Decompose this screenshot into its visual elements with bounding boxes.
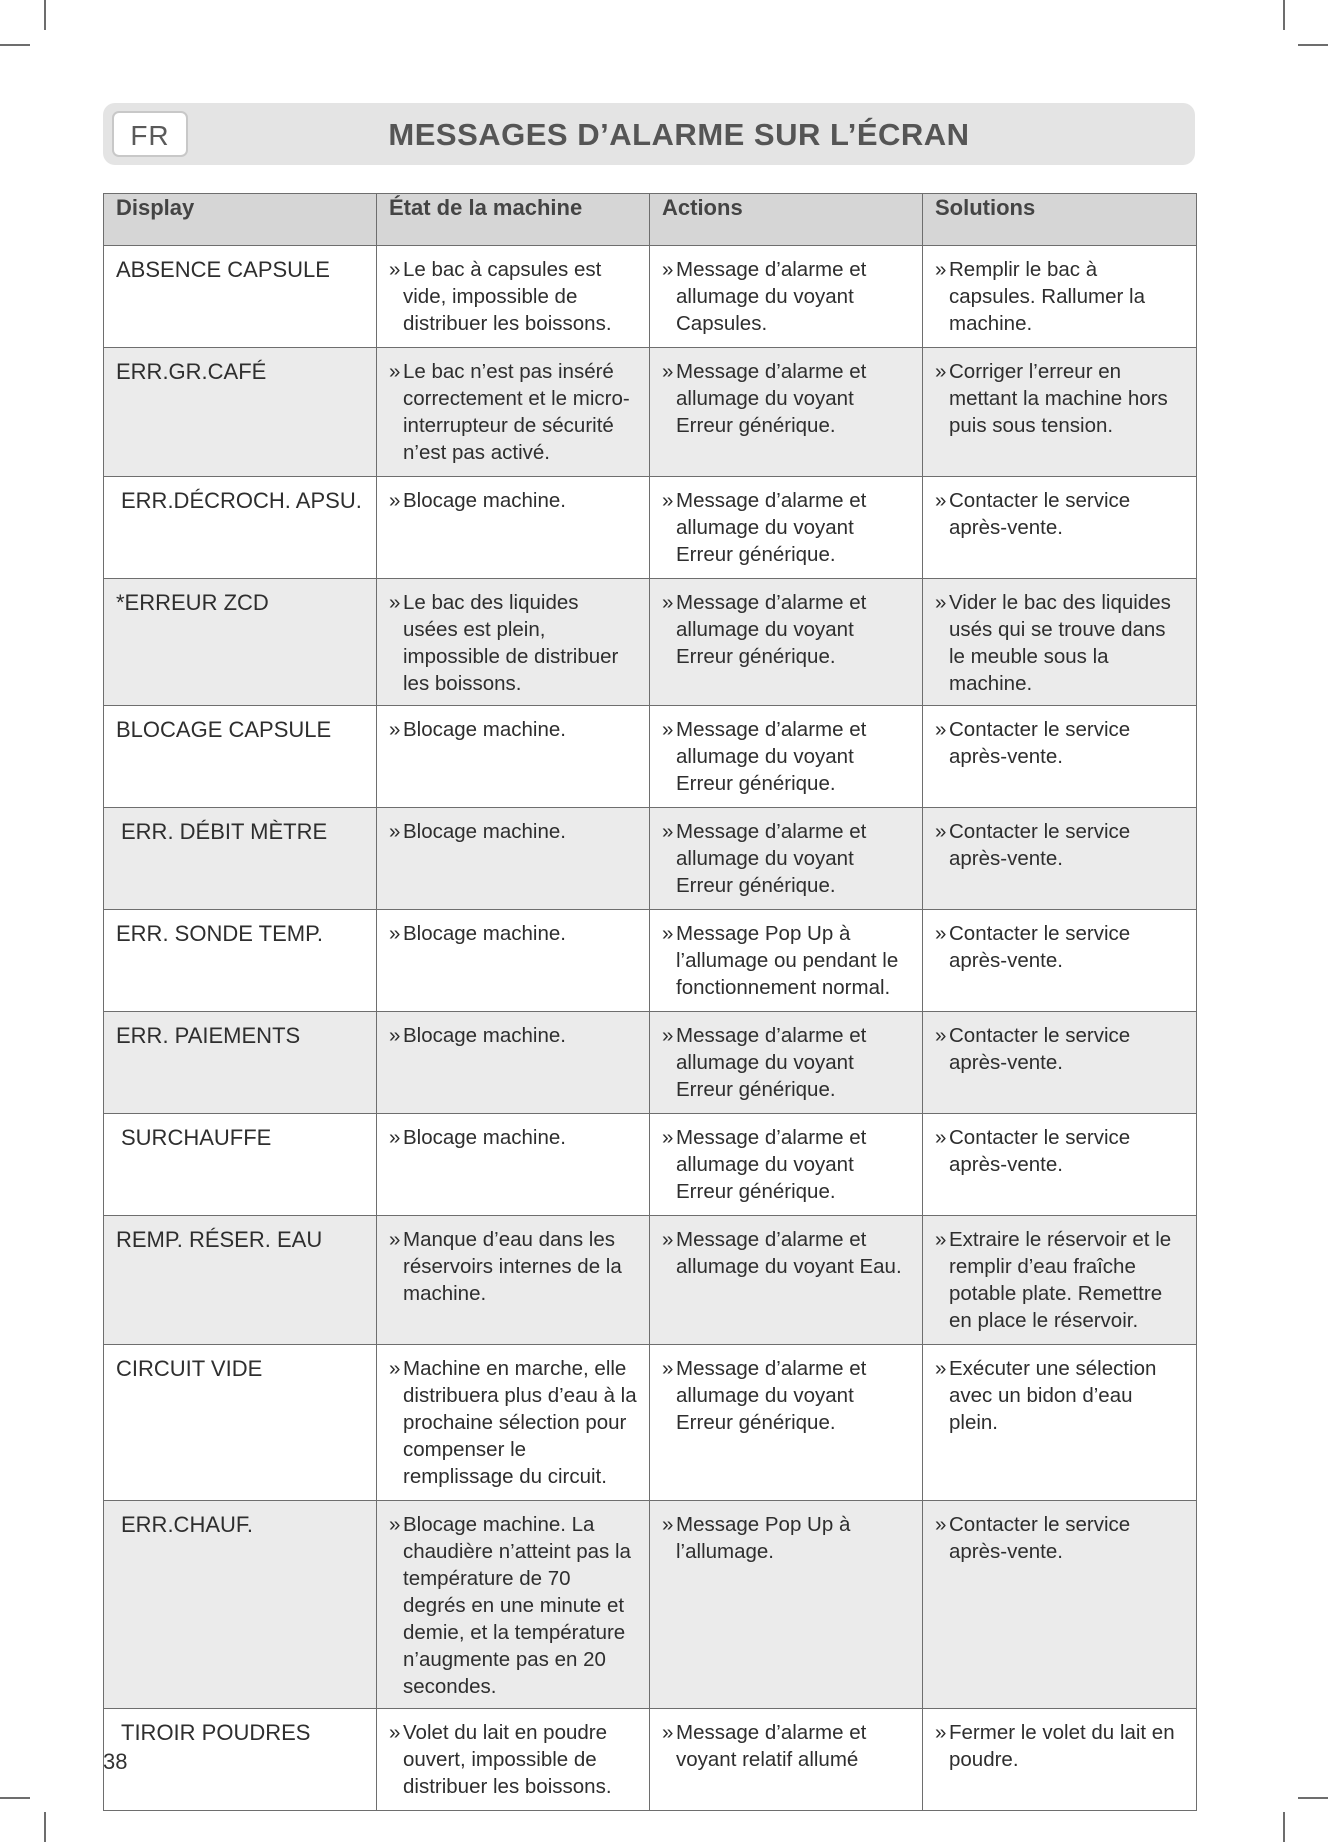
cell-action <box>650 1216 923 1345</box>
solution-bullet-item <box>935 1511 1184 1565</box>
action-text: Message d’alarme et allumage du voyant Erreur générique. <box>676 820 867 897</box>
action-bullet-item <box>662 589 910 670</box>
cell-solution <box>923 1114 1197 1216</box>
bullet-marker: » <box>935 718 947 741</box>
crop-mark <box>0 1797 30 1799</box>
solution-text: Contacter le service après-vente. <box>949 1126 1131 1176</box>
solution-text: Remplir le bac à capsules. Rallumer la machine. <box>949 258 1145 335</box>
cell-display: ABSENCE CAPSULE <box>104 246 377 348</box>
state-text: Blocage machine. <box>403 718 566 741</box>
table-row <box>104 477 1197 579</box>
solution-text: Contacter le service après-vente. <box>949 1024 1131 1074</box>
cell-state <box>377 910 650 1012</box>
state-bullet-item <box>389 1124 637 1151</box>
action-text: Message d’alarme et allumage du voyant Erreur générique. <box>676 591 867 668</box>
cell-action <box>650 1114 923 1216</box>
bullet-marker: » <box>935 1126 947 1149</box>
state-bullet-item <box>389 1511 637 1700</box>
table-row <box>104 910 1197 1012</box>
state-bullet-item <box>389 1719 637 1800</box>
bullet-marker: » <box>389 1513 401 1536</box>
page-number: 38 <box>103 1749 128 1774</box>
cell-action <box>650 246 923 348</box>
bullet-marker: » <box>935 820 947 843</box>
solution-bullet-item <box>935 920 1184 974</box>
action-bullet-item <box>662 716 910 797</box>
solution-text: Contacter le service après-vente. <box>949 820 1131 870</box>
solution-text: Contacter le service après-vente. <box>949 489 1131 539</box>
action-bullet-item <box>662 1355 910 1436</box>
cell-solution <box>923 910 1197 1012</box>
action-text: Message d’alarme et allumage du voyant Erreur générique. <box>676 1126 867 1203</box>
table-row <box>104 1345 1197 1501</box>
state-text: Le bac n’est pas inséré correctement et le micro-interrupteur de sécurité n’est pas activé. <box>403 360 630 464</box>
cell-solution <box>923 579 1197 706</box>
solution-text: Contacter le service après-vente. <box>949 1513 1131 1563</box>
state-bullet-item <box>389 487 637 514</box>
state-bullet-item <box>389 358 637 466</box>
state-text: Le bac à capsules est vide, impossible de distribuer les boissons. <box>403 258 612 335</box>
bullet-marker: » <box>389 1126 401 1149</box>
cell-action <box>650 477 923 579</box>
bullet-marker: » <box>935 258 947 281</box>
state-text: Blocage machine. <box>403 489 566 512</box>
solution-text: Exécuter une sélection avec un bidon d’eau plein. <box>949 1357 1157 1434</box>
cell-solution <box>923 348 1197 477</box>
page-header <box>103 103 1195 165</box>
cell-action <box>650 1012 923 1114</box>
bullet-marker: » <box>389 1357 401 1380</box>
bullet-marker: » <box>662 820 674 843</box>
crop-mark <box>1298 1797 1328 1799</box>
solution-bullet-item <box>935 1226 1184 1334</box>
solution-bullet-item <box>935 1355 1184 1436</box>
solution-bullet-item <box>935 716 1184 770</box>
bullet-marker: » <box>389 258 401 281</box>
state-text: Manque d’eau dans les réservoirs internes de la machine. <box>403 1228 622 1305</box>
solution-text: Contacter le service après-vente. <box>949 922 1131 972</box>
bullet-marker: » <box>935 489 947 512</box>
action-bullet-item <box>662 358 910 439</box>
cell-display: CIRCUIT VIDE <box>104 1345 377 1501</box>
action-bullet-item <box>662 1719 910 1773</box>
state-text: Blocage machine. <box>403 922 566 945</box>
action-bullet-item <box>662 920 910 1001</box>
cell-action <box>650 579 923 706</box>
cell-state <box>377 1501 650 1709</box>
bullet-marker: » <box>935 1024 947 1047</box>
cell-solution <box>923 1216 1197 1345</box>
cell-display: SURCHAUFFE <box>104 1114 377 1216</box>
bullet-marker: » <box>662 258 674 281</box>
bullet-marker: » <box>935 360 947 383</box>
cell-solution <box>923 1501 1197 1709</box>
solution-text: Fermer le volet du lait en poudre. <box>949 1721 1175 1771</box>
solution-bullet-item <box>935 358 1184 439</box>
bullet-marker: » <box>662 922 674 945</box>
bullet-marker: » <box>662 360 674 383</box>
language-badge: FR <box>112 111 188 157</box>
action-text: Message d’alarme et allumage du voyant Erreur générique. <box>676 1024 867 1101</box>
solution-bullet-item <box>935 487 1184 541</box>
cell-action <box>650 1501 923 1709</box>
cell-state <box>377 808 650 910</box>
state-text: Blocage machine. <box>403 1024 566 1047</box>
table-row <box>104 1216 1197 1345</box>
cell-display: ERR.DÉCROCH. APSU. <box>104 477 377 579</box>
table-header-row <box>104 194 1197 246</box>
solution-text: Contacter le service après-vente. <box>949 718 1131 768</box>
state-bullet-item <box>389 920 637 947</box>
bullet-marker: » <box>389 591 401 614</box>
bullet-marker: » <box>389 718 401 741</box>
action-bullet-item <box>662 1022 910 1103</box>
bullet-marker: » <box>662 718 674 741</box>
cell-display: ERR.GR.CAFÉ <box>104 348 377 477</box>
bullet-marker: » <box>935 591 947 614</box>
action-bullet-item <box>662 818 910 899</box>
action-text: Message d’alarme et allumage du voyant Erreur générique. <box>676 360 867 437</box>
column-header-state: État de la machine <box>377 194 650 246</box>
action-bullet-item <box>662 1124 910 1205</box>
state-bullet-item <box>389 256 637 337</box>
solution-bullet-item <box>935 1022 1184 1076</box>
bullet-marker: » <box>935 1721 947 1744</box>
state-bullet-item <box>389 818 637 845</box>
cell-action <box>650 910 923 1012</box>
cell-solution <box>923 1345 1197 1501</box>
cell-state <box>377 706 650 808</box>
page-title: MESSAGES D’ALARME SUR L’ÉCRAN <box>388 117 970 152</box>
cell-solution <box>923 1012 1197 1114</box>
bullet-marker: » <box>935 1228 947 1251</box>
crop-mark <box>1283 1812 1285 1842</box>
cell-solution <box>923 246 1197 348</box>
state-bullet-item <box>389 1022 637 1049</box>
cell-state <box>377 477 650 579</box>
crop-mark <box>0 44 30 46</box>
cell-action <box>650 348 923 477</box>
crop-mark <box>1298 44 1328 46</box>
cell-display: ERR. DÉBIT MÈTRE <box>104 808 377 910</box>
bullet-marker: » <box>935 1513 947 1536</box>
solution-bullet-item <box>935 256 1184 337</box>
table-row <box>104 246 1197 348</box>
state-text: Le bac des liquides usées est plein, impossible de distribuer les boissons. <box>403 591 619 695</box>
bullet-marker: » <box>389 489 401 512</box>
solution-bullet-item <box>935 1719 1184 1773</box>
action-bullet-item <box>662 1226 910 1280</box>
cell-action <box>650 706 923 808</box>
state-bullet-item <box>389 1226 637 1307</box>
bullet-marker: » <box>389 1228 401 1251</box>
crop-mark <box>44 0 46 30</box>
solution-bullet-item <box>935 818 1184 872</box>
state-bullet-item <box>389 716 637 743</box>
cell-display: *ERREUR ZCD <box>104 579 377 706</box>
table-row <box>104 348 1197 477</box>
cell-action <box>650 1345 923 1501</box>
action-text: Message Pop Up à l’allumage. <box>676 1513 851 1563</box>
cell-display: ERR. SONDE TEMP. <box>104 910 377 1012</box>
table-row <box>104 808 1197 910</box>
cell-state <box>377 1216 650 1345</box>
bullet-marker: » <box>389 360 401 383</box>
bullet-marker: » <box>389 1721 401 1744</box>
cell-state <box>377 579 650 706</box>
cell-state <box>377 1114 650 1216</box>
action-text: Message Pop Up à l’allumage ou pendant le fonctionnement normal. <box>676 922 899 999</box>
solution-text: Extraire le réservoir et le remplir d’eau fraîche potable plate. Remettre en place le réservoir. <box>949 1228 1172 1332</box>
cell-solution <box>923 808 1197 910</box>
action-text: Message d’alarme et allumage du voyant Capsules. <box>676 258 867 335</box>
table-row <box>104 1501 1197 1709</box>
bullet-marker: » <box>662 591 674 614</box>
cell-display: REMP. RÉSER. EAU <box>104 1216 377 1345</box>
cell-state <box>377 1709 650 1811</box>
action-bullet-item <box>662 487 910 568</box>
action-bullet-item <box>662 256 910 337</box>
solution-text: Corriger l’erreur en mettant la machine hors puis sous tension. <box>949 360 1168 437</box>
bullet-marker: » <box>662 489 674 512</box>
cell-display: BLOCAGE CAPSULE <box>104 706 377 808</box>
cell-solution <box>923 477 1197 579</box>
table-row <box>104 1114 1197 1216</box>
bullet-marker: » <box>662 1024 674 1047</box>
action-bullet-item <box>662 1511 910 1565</box>
bullet-marker: » <box>662 1126 674 1149</box>
column-header-display: Display <box>104 194 377 246</box>
action-text: Message d’alarme et allumage du voyant Erreur générique. <box>676 718 867 795</box>
bullet-marker: » <box>935 1357 947 1380</box>
cell-action <box>650 808 923 910</box>
bullet-marker: » <box>389 1024 401 1047</box>
table-row <box>104 579 1197 706</box>
alarm-messages-table <box>103 193 1197 1811</box>
action-text: Message d’alarme et allumage du voyant Erreur générique. <box>676 489 867 566</box>
state-text: Blocage machine. <box>403 1126 566 1149</box>
bullet-marker: » <box>662 1357 674 1380</box>
bullet-marker: » <box>389 922 401 945</box>
table-row <box>104 706 1197 808</box>
cell-display: TIROIR POUDRES <box>104 1709 377 1811</box>
bullet-marker: » <box>389 820 401 843</box>
state-text: Blocage machine. La chaudière n’atteint pas la température de 70 degrés en une minute et demie, et la température n’augmente pas en 20 secondes. <box>403 1513 631 1698</box>
cell-action <box>650 1709 923 1811</box>
solution-bullet-item <box>935 1124 1184 1178</box>
crop-mark <box>1283 0 1285 30</box>
bullet-marker: » <box>662 1228 674 1251</box>
table-row <box>104 1709 1197 1811</box>
cell-state <box>377 246 650 348</box>
cell-state <box>377 1012 650 1114</box>
state-text: Blocage machine. <box>403 820 566 843</box>
bullet-marker: » <box>662 1721 674 1744</box>
state-bullet-item <box>389 589 637 697</box>
action-text: Message d’alarme et allumage du voyant Eau. <box>676 1228 902 1278</box>
column-header-solutions: Solutions <box>923 194 1197 246</box>
cell-solution <box>923 706 1197 808</box>
bullet-marker: » <box>935 922 947 945</box>
state-bullet-item <box>389 1355 637 1490</box>
crop-mark <box>44 1812 46 1842</box>
table-row <box>104 1012 1197 1114</box>
action-text: Message d’alarme et voyant relatif allumé <box>676 1721 867 1771</box>
cell-solution <box>923 1709 1197 1811</box>
bullet-marker: » <box>662 1513 674 1536</box>
solution-text: Vider le bac des liquides usés qui se trouve dans le meuble sous la machine. <box>949 591 1171 695</box>
cell-state <box>377 1345 650 1501</box>
solution-bullet-item <box>935 589 1184 697</box>
action-text: Message d’alarme et allumage du voyant Erreur générique. <box>676 1357 867 1434</box>
state-text: Volet du lait en poudre ouvert, impossible de distribuer les boissons. <box>403 1721 612 1798</box>
column-header-actions: Actions <box>650 194 923 246</box>
cell-display: ERR.CHAUF. <box>104 1501 377 1709</box>
state-text: Machine en marche, elle distribuera plus d’eau à la prochaine sélection pour compenser le remplissage du circuit. <box>403 1357 637 1488</box>
cell-state <box>377 348 650 477</box>
cell-display: ERR. PAIEMENTS <box>104 1012 377 1114</box>
